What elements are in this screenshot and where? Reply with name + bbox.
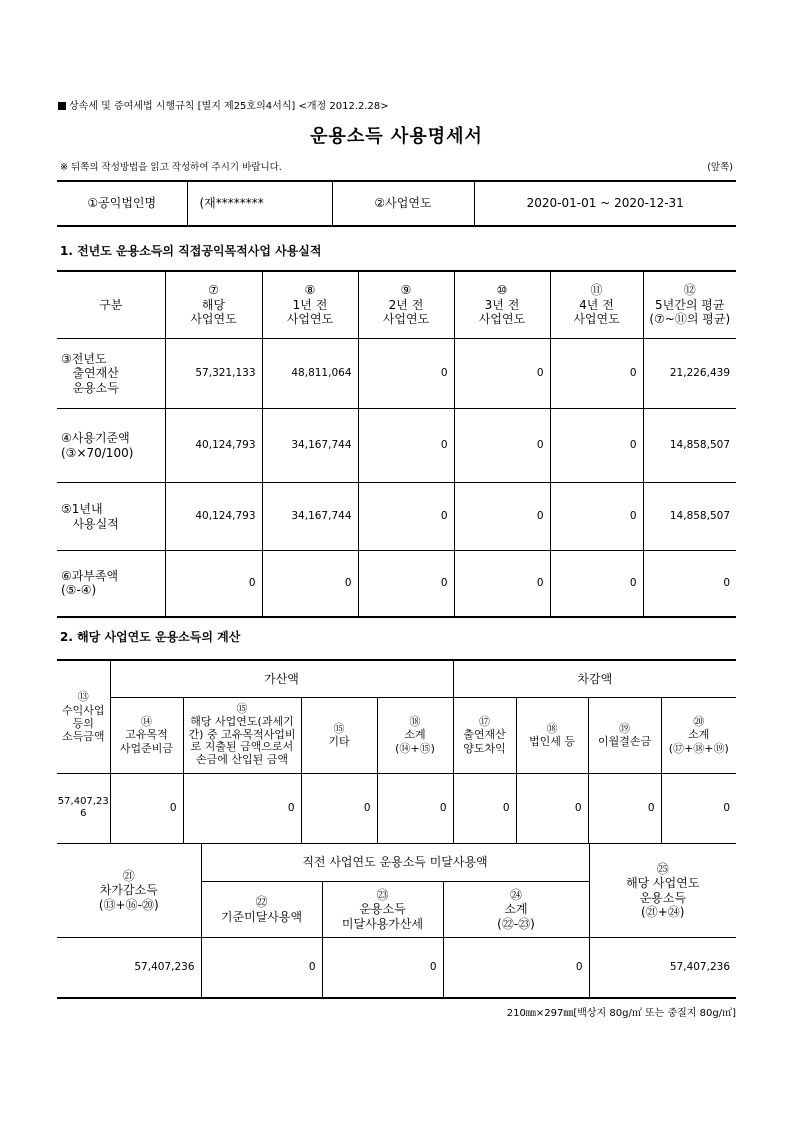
cell-value: 0 xyxy=(516,773,588,843)
instruction-note: ※ 뒤쪽의 작성방법을 읽고 작성하여 주시기 바랍니다. xyxy=(60,162,282,173)
cell-value: 57,321,133 xyxy=(165,339,262,409)
cell-value: 0 xyxy=(454,483,550,551)
header-expense-deducted: ⑮ 해당 사업연도(과세기 간) 중 고유목적사업비 로 지출된 금액으로서 손금에 산입된 금액 xyxy=(183,697,301,773)
cell-value: 0 xyxy=(454,551,550,617)
cell-value: 14,858,507 xyxy=(643,483,736,551)
cell-value: 0 xyxy=(550,339,643,409)
header-3-years-ago: ⑩ 3년 전 사업연도 xyxy=(454,271,550,339)
cell-value: 0 xyxy=(262,551,358,617)
cell-value: 0 xyxy=(358,409,454,483)
usage-record-table xyxy=(57,270,736,618)
page-side-label: (앞쪽) xyxy=(707,162,733,173)
table-row xyxy=(57,551,736,617)
business-year-value: 2020-01-01 ~ 2020-12-31 xyxy=(474,181,736,226)
header-current-income: ㉕ 해당 사업연도 운용소득 (㉑+㉔) xyxy=(589,844,736,938)
cell-value: 48,811,064 xyxy=(262,339,358,409)
header-sub-subtotal: ⑳ 소계 (⑰+⑱+⑲) xyxy=(661,697,736,773)
section1-title: 1. 전년도 운용소득의 직접공익목적사업 사용실적 xyxy=(60,244,322,258)
business-year-label: ②사업연도 xyxy=(332,181,474,226)
cell-value: 0 xyxy=(358,339,454,409)
cell-value: 0 xyxy=(165,551,262,617)
black-square-icon xyxy=(58,102,66,110)
header-other: ⑮ 기타 xyxy=(301,697,377,773)
law-reference-text: 상속세 및 증여세법 시행규칙 [별지 제25호의4서식] <개정 2012.2.28> xyxy=(69,101,389,112)
cell-value: 0 xyxy=(377,773,453,843)
header-standard-shortfall: ㉒ 기준미달사용액 xyxy=(201,882,322,938)
cell-value: 0 xyxy=(643,551,736,617)
header-add-subtotal: ⑱ 소계 (⑭+⑮) xyxy=(377,697,453,773)
cell-value: 0 xyxy=(110,773,183,843)
header-category: 구분 xyxy=(99,297,123,312)
usage-header-row xyxy=(57,271,736,339)
cell-value: 40,124,793 xyxy=(165,483,262,551)
document-title: 운용소득 사용명세서 xyxy=(310,126,483,147)
header-prior-shortfall: 직전 사업연도 운용소득 미달사용액 xyxy=(201,844,589,882)
header-penalty-tax: ㉓ 운용소득 미달사용가산세 xyxy=(322,882,443,938)
corp-name-label: ①공익법인명 xyxy=(87,196,157,211)
header-5-year-average: ⑫ 5년간의 평균 (⑦~⑪의 평균) xyxy=(643,271,736,339)
row-label: ④사용기준액 (③×70/100) xyxy=(57,409,165,483)
corp-name-value: (재******** xyxy=(187,181,332,226)
table-row xyxy=(57,409,736,483)
cell-value: 0 xyxy=(322,938,443,998)
header-additions: 가산액 xyxy=(110,660,453,697)
table-row xyxy=(57,483,736,551)
header-corp-tax: ⑱ 법인세 등 xyxy=(516,697,588,773)
cell-value: 57,407,236 xyxy=(57,938,201,998)
cell-value: 0 xyxy=(454,339,550,409)
cell-value: 0 xyxy=(201,938,322,998)
cell-value: 0 xyxy=(588,773,661,843)
basic-info-table xyxy=(57,180,736,227)
cell-value: 14,858,507 xyxy=(643,409,736,483)
row-label: ⑤1년내 사용실적 xyxy=(57,483,165,551)
header-net-income: ㉑ 차가감소득 (⑬+⑯-⑳) xyxy=(98,868,159,912)
group-header-row xyxy=(57,660,736,697)
header-current-year: ⑦ 해당 사업연도 xyxy=(165,271,262,339)
table-row xyxy=(57,938,736,998)
header-reserve: ⑭ 고유목적 사업준비금 xyxy=(110,697,183,773)
table-row xyxy=(57,339,736,409)
cell-value: 34,167,744 xyxy=(262,409,358,483)
header-carryforward-loss: ⑲ 이월결손금 xyxy=(588,697,661,773)
income-calc-table xyxy=(57,659,736,844)
header-revenue-income: ⑬ 수익사업 등의 소득금액 xyxy=(61,690,105,743)
sub-header-row xyxy=(57,697,736,773)
header-transfer-gain: ⑰ 출연재산 양도차익 xyxy=(453,697,516,773)
net-income-table xyxy=(57,843,736,999)
table-row xyxy=(57,773,736,843)
cell-value: 0 xyxy=(550,551,643,617)
law-reference xyxy=(58,97,389,112)
cell-value: 0 xyxy=(454,409,550,483)
cell-value: 0 xyxy=(358,483,454,551)
cell-value: 0 xyxy=(453,773,516,843)
row-label: ⑥과부족액 (⑤-④) xyxy=(57,551,165,617)
cell-value: 0 xyxy=(358,551,454,617)
cell-value: 0 xyxy=(550,483,643,551)
cell-value: 57,407,236 xyxy=(589,938,736,998)
cell-value: 0 xyxy=(550,409,643,483)
group-header-row xyxy=(57,844,736,882)
cell-value: 0 xyxy=(661,773,736,843)
cell-value: 0 xyxy=(443,938,589,998)
header-1-year-ago: ⑧ 1년 전 사업연도 xyxy=(262,271,358,339)
header-prior-subtotal: ㉔ 소계 (㉒-㉓) xyxy=(443,882,589,938)
section2-title: 2. 해당 사업연도 운용소득의 계산 xyxy=(60,630,241,644)
header-deductions: 차감액 xyxy=(453,660,736,697)
header-2-years-ago: ⑨ 2년 전 사업연도 xyxy=(358,271,454,339)
cell-value: 0 xyxy=(301,773,377,843)
paper-spec: 210㎜×297㎜[백상지 80g/㎡ 또는 중질지 80g/㎡] xyxy=(506,1008,736,1019)
header-4-years-ago: ⑪ 4년 전 사업연도 xyxy=(550,271,643,339)
cell-value: 0 xyxy=(183,773,301,843)
cell-value: 57,407,23 6 xyxy=(57,773,110,843)
cell-value: 34,167,744 xyxy=(262,483,358,551)
cell-value: 21,226,439 xyxy=(643,339,736,409)
cell-value: 40,124,793 xyxy=(165,409,262,483)
row-label: ③전년도 출연재산 운용소득 xyxy=(57,339,165,409)
